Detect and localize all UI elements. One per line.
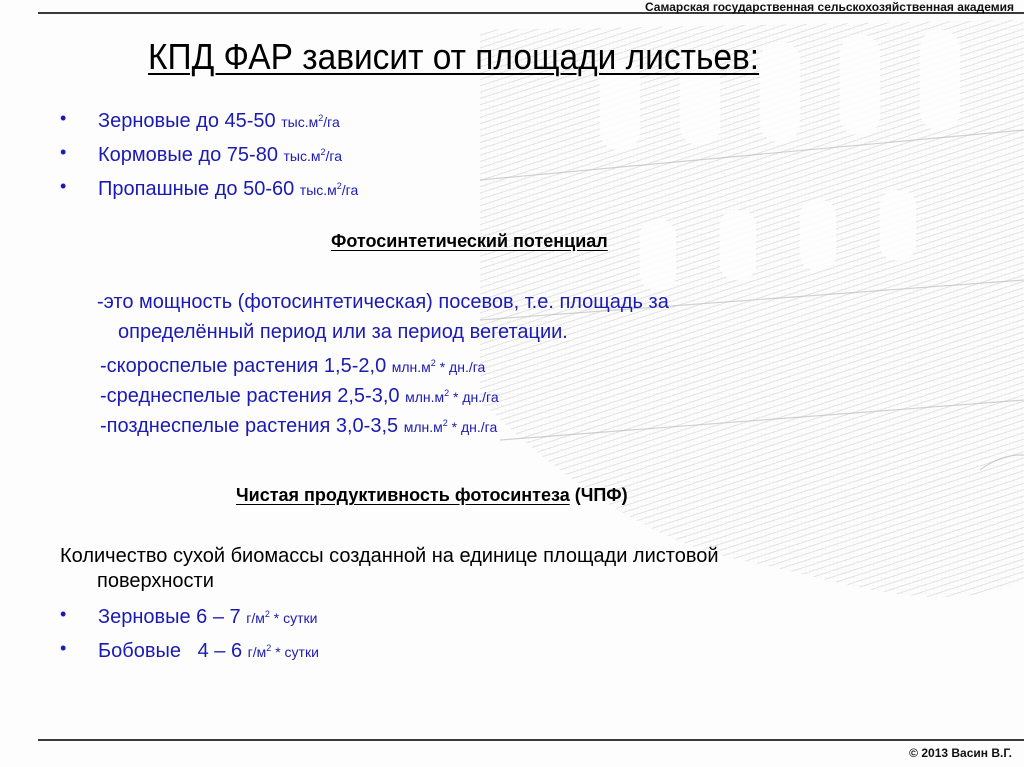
list-item: • Пропашные до 50-60 $тыс.м^2/га$: [58, 171, 358, 205]
net-productivity-heading: Чистая продуктивность фотосинтеза (ЧПФ): [236, 485, 628, 505]
organization-name: Самарская государственная сельскохозяйственная академия: [644, 0, 1014, 14]
bullet-icon: •: [60, 142, 67, 162]
bullet-icon: •: [60, 176, 67, 196]
description-line-2: поверхности: [97, 570, 214, 592]
list-item: • Зерновые до 45-50 $тыс.м^2/га$: [58, 103, 358, 137]
bullet-icon: •: [60, 604, 67, 624]
photosynthetic-potential-heading: Фотосинтетический потенциал: [331, 231, 608, 251]
list-item: • Зерновые 6 – 7 $г/м^2$ * сутки: [58, 599, 319, 633]
unit: $тыс.м^2/га$: [299, 181, 359, 198]
bullet-icon: •: [60, 108, 67, 128]
definition-line-1: -это мощность (фотосинтетическая) посевов, т.е. площадь за: [97, 291, 669, 313]
mid-ripening-row: -среднеспелые растения 2,5-3,0 $млн.м^2 * дн./га$: [100, 385, 499, 407]
slide-title: КПД ФАР зависит от площади листьев:: [148, 36, 760, 77]
definition-line-2: определённый период или за период вегетации.: [118, 321, 568, 343]
unit: $тыс.м^2/га$: [281, 113, 340, 130]
footer-rule: [38, 739, 1024, 741]
description-line-1: Количество сухой биомассы созданной на единице площади листовой: [60, 545, 719, 567]
leaf-area-list: [58, 103, 358, 205]
net-productivity-list: [58, 599, 319, 667]
bullet-icon: •: [60, 638, 67, 658]
early-ripening-row: -скороспелые растения 1,5-2,0 $млн.м^2 * дн./га$: [100, 355, 486, 377]
unit: $тыс.м^2/га$: [283, 147, 343, 164]
list-item: • Бобовые 4 – 6 $г/м^2$ * сутки: [58, 633, 319, 667]
copyright: © 2013 Васин В.Г.: [909, 746, 1012, 760]
late-ripening-row: -позднеспелые растения 3,0-3,5 $млн.м^2 * дн./га$: [100, 415, 498, 437]
list-item: • Кормовые до 75-80 $тыс.м^2/га$: [58, 137, 358, 171]
